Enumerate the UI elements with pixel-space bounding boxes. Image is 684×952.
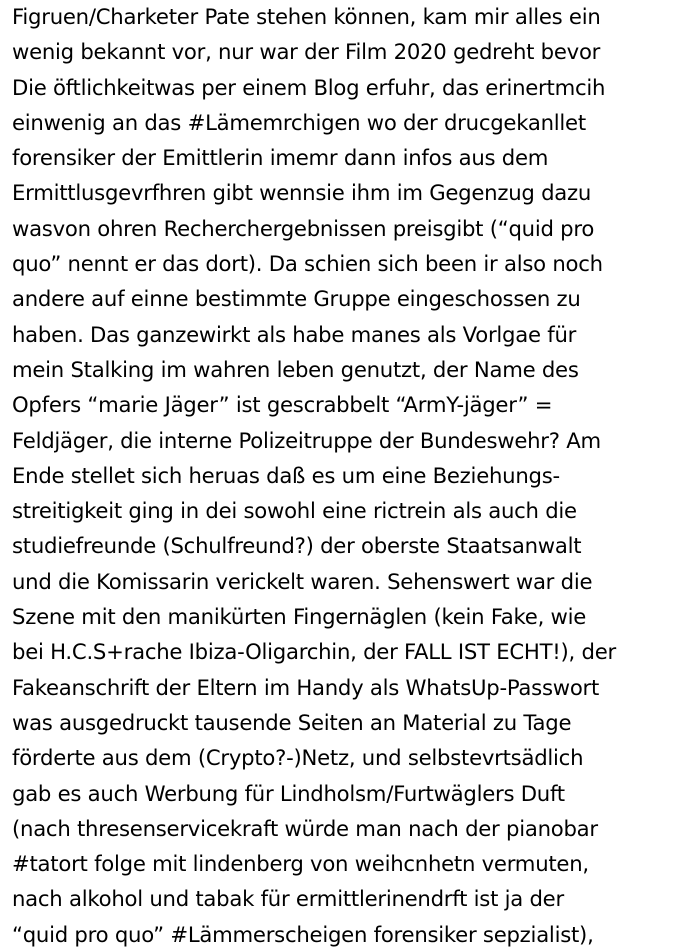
body-text <box>12 0 684 952</box>
text-line: bei H.C.S+rache Ibiza-Oligarchin, der FALL IST ECHT!), der <box>12 639 616 665</box>
text-line: (nach thresenservicekraft würde man nach der pianobar <box>12 815 598 841</box>
text-line: wenig bekannt vor, nur war der Film 2020 gedreht bevor <box>12 39 601 65</box>
text-line: Ende stellet sich heruas daß es um eine Beziehungs- <box>12 462 560 488</box>
text-line: Ermittlusgevrfhren gibt wennsie ihm im Gegenzug dazu <box>12 180 592 206</box>
text-line: Szene mit den manikürten Fingernäglen (kein Fake, wie <box>12 604 587 630</box>
text-line: nach alkohol und tabak für ermittlerinendrft ist ja der <box>12 886 564 912</box>
text-line: was ausgedruckt tausende Seiten an Material zu Tage <box>12 709 572 735</box>
text-line: #tatort folge mit lindenberg von weihcnhetn vermuten, <box>12 851 589 877</box>
text-line: haben. Das ganzewirkt als habe manes als Vorlgae für <box>12 321 577 347</box>
text-line: Feldjäger, die interne Polizeitruppe der Bundeswehr? Am <box>12 427 601 453</box>
text-line: Die öftlichkeitwas per einem Blog erfuhr, das erinertmcih <box>12 74 606 100</box>
text-line: forensiker der Emittlerin imemr dann infos aus dem <box>12 145 549 171</box>
text-line: und die Komissarin verickelt waren. Sehenswert war die <box>12 568 593 594</box>
text-line: streitigkeit ging in dei sowohl eine rictrein als auch die <box>12 498 577 524</box>
text-line: “quid pro quo” #Lämmerscheigen forensiker sepzialist), <box>12 921 594 947</box>
text-line: wasvon ohren Recherchergebnissen preisgibt (“quid pro <box>12 215 595 241</box>
text-line: einwenig an das #Lämemrchigen wo der drucgekanllet <box>12 109 586 135</box>
text-line: gab es auch Werbung für Lindholsm/Furtwäglers Duft <box>12 780 565 806</box>
text-line: Opfers “marie Jäger” ist gescrabbelt “ArmY-jäger” = <box>12 392 553 418</box>
text-line: andere auf einne bestimmte Gruppe eingeschossen zu <box>12 286 581 312</box>
text-line: mein Stalking im wahren leben genutzt, der Name des <box>12 356 579 382</box>
text-line: quo” nennt er das dort). Da schien sich been ir also noch <box>12 251 603 277</box>
text-line: Fakeanschrift der Eltern im Handy als WhatsUp-Passwort <box>12 674 600 700</box>
text-line: Figruen/Charketer Pate stehen können, kam mir alles ein <box>12 4 601 29</box>
text-line: förderte aus dem (Crypto?-)Netz, und selbstevrtsädlich <box>12 745 584 771</box>
text-line: studiefreunde (Schulfreund?) der oberste Staatsanwalt <box>12 533 582 559</box>
